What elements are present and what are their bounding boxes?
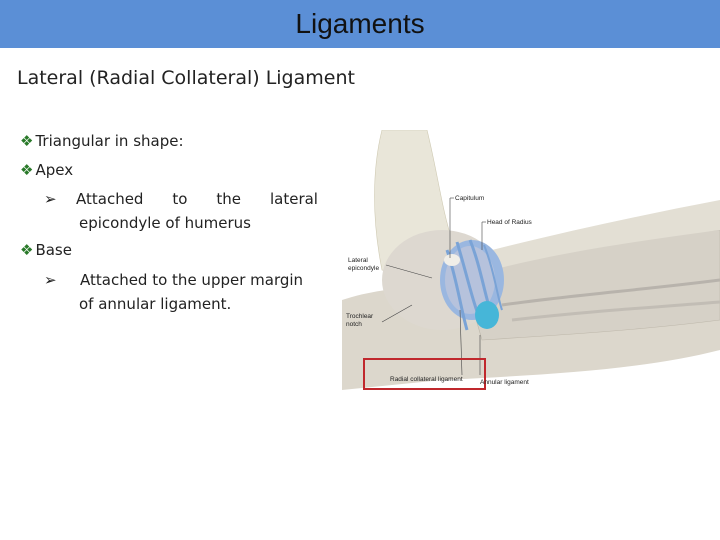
- sub-bullet-item: [44, 271, 303, 289]
- arrow-bullet-icon: ➢: [44, 271, 57, 289]
- sub-bullet-item: [44, 190, 318, 208]
- sub-bullet-text: Attached to the upper margin: [80, 271, 304, 289]
- bullet-text: Base: [35, 241, 72, 259]
- word: to: [172, 190, 188, 208]
- bullet-text: Triangular in shape:: [35, 132, 184, 150]
- sub-bullet-continuation: epicondyle of humerus: [79, 214, 251, 232]
- arrow-bullet-icon: ➢: [44, 190, 57, 208]
- word: Attached: [76, 190, 144, 208]
- label-trochlear: Trochlear: [346, 313, 374, 320]
- bullet-item: [20, 161, 73, 179]
- label-notch: notch: [346, 321, 362, 328]
- diamond-bullet-icon: ❖: [20, 161, 34, 179]
- diamond-bullet-icon: ❖: [20, 241, 34, 259]
- sub-bullet-continuation: of annular ligament.: [79, 295, 232, 313]
- label-head-of-radius: Head of Radius: [487, 219, 532, 226]
- label-capitulum: Capitulum: [455, 195, 485, 202]
- sub-bullet-line: [76, 190, 318, 208]
- slide-subtitle: Lateral (Radial Collateral) Ligament: [17, 67, 355, 89]
- word: the: [216, 190, 242, 208]
- label-radial-collateral-ligament: Radial collateral ligament: [390, 376, 463, 383]
- bullet-text: Apex: [35, 161, 74, 179]
- bullet-item: [20, 241, 72, 259]
- label-lateral: Lateral: [348, 257, 368, 264]
- word: lateral: [269, 190, 318, 208]
- label-epicondyle: epicondyle: [348, 265, 380, 272]
- bullet-item: [20, 132, 184, 150]
- page-title: Ligaments: [295, 8, 425, 39]
- elbow-anatomy-figure: [342, 130, 720, 400]
- label-annular-ligament: Annular ligament: [480, 379, 529, 386]
- diamond-bullet-icon: ❖: [20, 132, 34, 150]
